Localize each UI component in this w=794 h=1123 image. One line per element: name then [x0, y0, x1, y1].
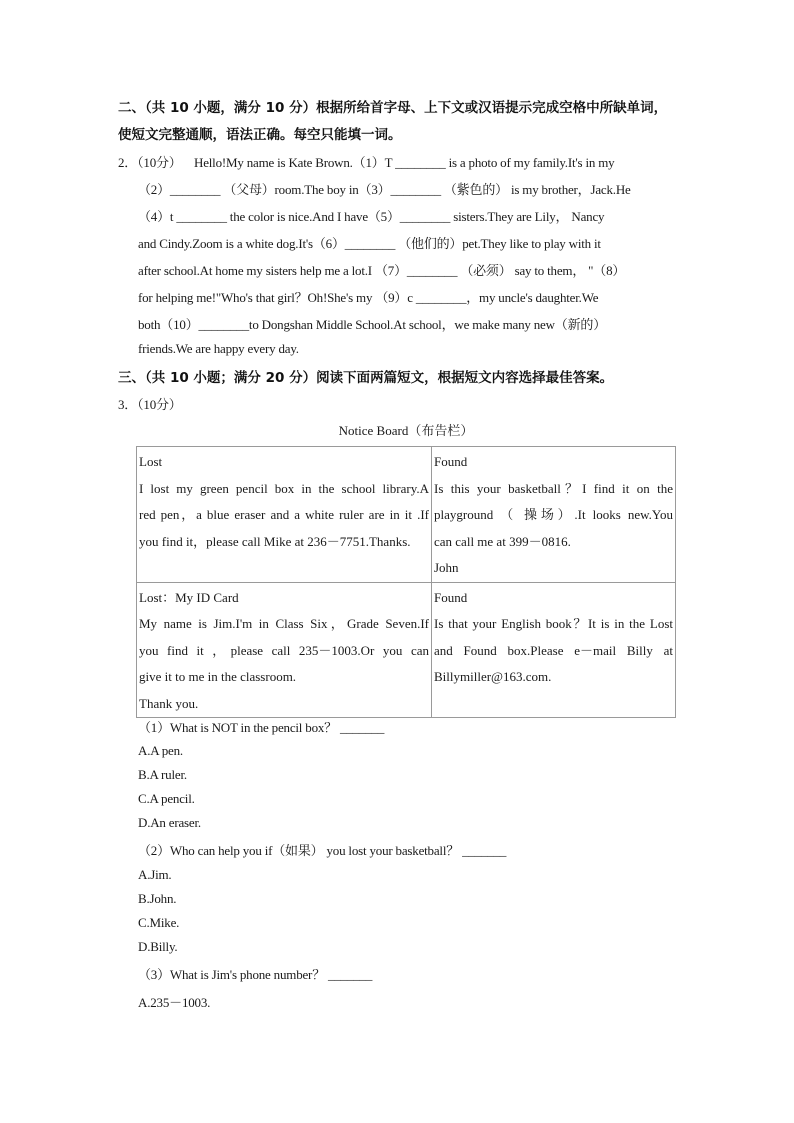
cell-title: Found — [434, 589, 468, 605]
section3-heading: 三、（共 10 小题；满分 20 分）阅读下面两篇短文，根据短文内容选择最佳答案。 — [118, 370, 614, 386]
q2-line-4: and Cindy.Zoom is a white dog.It's（6）________ （他们的）pet.They like to play with it — [138, 236, 601, 251]
q2-line-1: Hello!My name is Kate Brown.（1）T ________ is a photo of my family.It's in my — [194, 155, 615, 170]
cell-text: you find it，please call Mike at 236－7751.Thanks. — [139, 533, 411, 549]
answer-option: D.An eraser. — [138, 815, 201, 830]
q2-line-5: after school.At home my sisters help me a lot.I （7）________ （必须） say to them， "（8） — [138, 263, 626, 278]
cell-email: Billymiller@163.com. — [434, 669, 552, 684]
question3-number: 3．（10分） — [118, 397, 182, 412]
notice-board-title: Notice Board（布告栏） — [338, 423, 474, 438]
answer-option: A.Jim. — [138, 867, 172, 882]
cell-title: Lost — [139, 454, 163, 469]
section2-heading-line1: 二、（共 10 小题，满分 10 分）根据所给首字母、上下文或汉语提示完成空格中所缺单词， — [118, 100, 668, 116]
cell-text: Is this your basketball？I find it on the — [434, 480, 673, 496]
cell-closing: Thank you. — [139, 695, 199, 711]
lost-pencil-box-cell — [137, 447, 432, 583]
q2-line-7: both（10）________to Dongshan Middle School.At school，we make many new（新的） — [138, 317, 606, 332]
cell-title: Found — [434, 454, 468, 469]
answer-option: B.John. — [138, 891, 177, 906]
lost-id-card-cell — [137, 582, 432, 718]
cell-text: can call me at 399－0816. — [434, 533, 571, 549]
answer-option: D.Billy. — [138, 939, 178, 954]
answer-option: A.A pen. — [138, 743, 183, 758]
question2-number: 2．（10分） — [118, 155, 182, 170]
cell-text: and Found box.Please e－mail Billy at — [434, 642, 673, 658]
answer-option: B.A ruler. — [138, 767, 187, 782]
cell-text: playground （ 操场）.It looks new.You — [434, 507, 673, 522]
sub-question-1-stem: （1）What is NOT in the pencil box？ _______ — [138, 720, 385, 735]
cell-text: Is that your English book？It is in the Lost — [434, 616, 673, 631]
found-basketball-cell — [432, 447, 676, 583]
cell-text: you find it ，please call 235－1003.Or you can — [139, 642, 429, 658]
table-row — [137, 582, 676, 718]
cell-text: I lost my green pencil box in the school library.A — [139, 480, 429, 496]
answer-option: C.Mike. — [138, 915, 180, 930]
answer-option: A.235－1003. — [138, 995, 211, 1010]
cell-title: Lost：My ID Card — [139, 589, 239, 605]
sub-question-2-stem: （2）Who can help you if（如果） you lost your basketball？ _______ — [138, 843, 507, 858]
notice-board-table — [136, 446, 676, 718]
answer-option: C.A pencil. — [138, 791, 195, 806]
cell-text: red pen，a blue eraser and a white ruler are in it .If — [139, 507, 429, 522]
cell-signature: John — [434, 560, 459, 575]
q2-line-2: （2）________ （父母）room.The boy in（3）________ （紫色的） is my brother，Jack.He — [138, 182, 631, 197]
q2-line-6: for helping me!"Who's that girl？Oh!She's my （9）c ________，my uncle's daughter.We — [138, 290, 599, 305]
q2-line-8: friends.We are happy every day. — [138, 341, 299, 356]
q2-line-3: （4）t ________ the color is nice.And I have（5）________ sisters.They are Lily， Nancy — [138, 209, 605, 224]
cell-text: give it to me in the classroom. — [139, 669, 297, 684]
found-english-book-cell — [432, 582, 676, 718]
section2-heading-line2: 使短文完整通顺，语法正确。每空只能填一词。 — [118, 127, 402, 143]
sub-question-3-stem: （3）What is Jim's phone number？ _______ — [138, 967, 373, 982]
cell-text: My name is Jim.I'm in Class Six，Grade Seven.If — [139, 616, 429, 631]
table-row — [137, 447, 676, 583]
